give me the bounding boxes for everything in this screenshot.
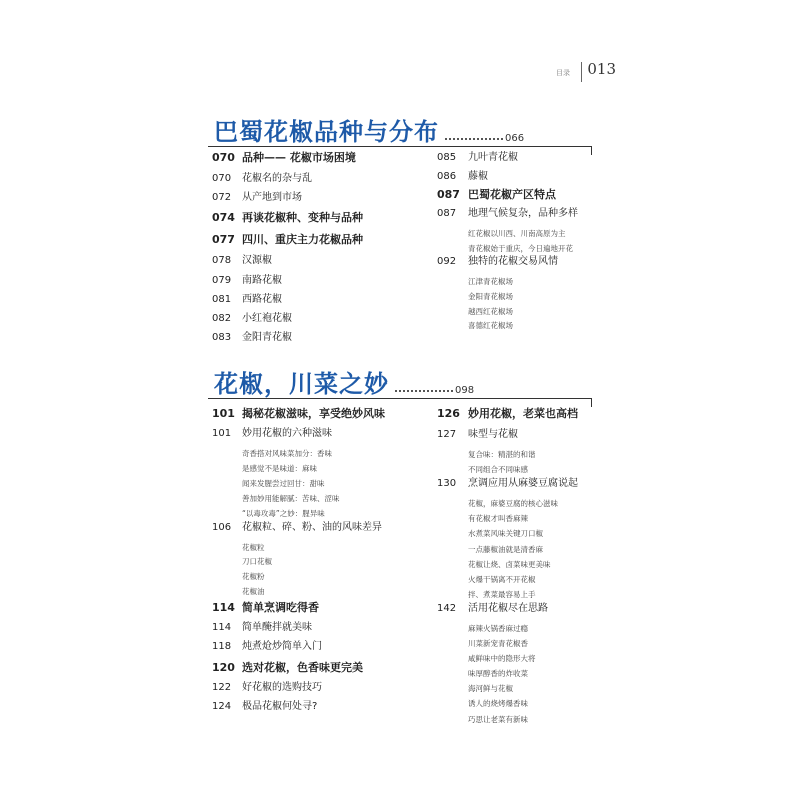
toc-subentry: 越西红花椒场 [468, 306, 513, 316]
toc-subentry: 刀口花椒 [242, 557, 272, 567]
toc-page-number: 126 [437, 407, 460, 420]
toc-subentry: 花椒让烧、卤菜味更美味 [468, 559, 551, 569]
toc-subentry: 是感觉不是味道：麻味 [242, 463, 317, 473]
toc-page-number: 124 [212, 701, 232, 713]
toc-page-number: 127 [437, 429, 457, 440]
toc-entry-title: 妙用花椒，老菜也高档 [468, 407, 578, 420]
section-1-rule [208, 146, 592, 147]
toc-page-number: 085 [437, 152, 457, 163]
toc-subentry: 金阳青花椒场 [468, 291, 513, 301]
toc-subentry: 喜德红花椒场 [468, 321, 513, 331]
toc-entry-title: 烹调应用从麻婆豆腐说起 [468, 478, 578, 490]
toc-subentry: 川菜新宠青花椒香 [468, 639, 528, 648]
toc-page-number: 142 [437, 602, 457, 614]
toc-page-number: 092 [437, 256, 457, 268]
page-number: 013 [587, 60, 616, 78]
toc-entry-title: 藤椒 [468, 170, 488, 182]
toc-page-number: 114 [212, 601, 235, 615]
section-1-title: 巴蜀花椒品种与分布 [214, 118, 439, 146]
toc-subentry: 善加妙用能解腻：苦味、涩味 [242, 493, 340, 503]
header-label: 目录 [556, 69, 570, 77]
toc-page-number: 120 [212, 661, 235, 675]
rule-corner [591, 146, 592, 155]
toc-page-number: 072 [212, 192, 232, 204]
toc-entry-title: 好花椒的选购技巧 [242, 682, 322, 694]
toc-page-number: 122 [212, 682, 232, 694]
section-title-1 [214, 112, 524, 146]
toc-subentry: 江津青花椒场 [468, 277, 513, 286]
toc-entry-title: 从产地到市场 [242, 192, 302, 204]
header-divider [581, 62, 582, 82]
toc-page-number: 078 [212, 255, 232, 267]
toc-entry-title: 汉源椒 [242, 255, 272, 267]
toc-entry-title: 味型与花椒 [468, 429, 518, 440]
leader-dots [445, 138, 503, 140]
toc-subentry: 有花椒才叫香麻辣 [468, 514, 528, 524]
toc-subentry: 巧思让老菜有新味 [468, 714, 528, 724]
toc-entry-title: 简单醃拌就美味 [242, 622, 312, 634]
toc-entry-title: 花椒粒、碎、粉、油的风味差异 [242, 521, 382, 533]
toc-subentry: 拌、煮菜最容易上手 [468, 589, 536, 599]
toc-entry-title: 再谈花椒种、变种与品种 [242, 211, 363, 225]
section-title-2 [214, 364, 474, 398]
toc-entry-title: 西路花椒 [242, 293, 282, 305]
toc-subentry: 麻辣火锅香麻过瘾 [468, 623, 528, 633]
toc-page-number: 106 [212, 521, 232, 533]
toc-entry-title: 南路花椒 [242, 274, 282, 286]
toc-page-number: 118 [212, 641, 232, 653]
toc-subentry: 闻来发腥尝过回甘：甜味 [242, 478, 325, 488]
toc-subentry: 花椒油 [242, 587, 265, 597]
toc-subentry: 诱人的烧烤爆香味 [468, 699, 528, 709]
section-2-title: 花椒，川菜之妙 [214, 370, 389, 398]
toc-subentry: “以毒攻毒”之妙：腥异味 [242, 508, 325, 518]
toc-subentry: 花椒，麻婆豆腐的核心滋味 [468, 499, 558, 509]
toc-subentry: 复合味：精湛的和谐 [468, 450, 536, 459]
toc-entry-title: 四川、重庆主力花椒品种 [242, 233, 363, 247]
toc-subentry: 咸鲜味中的隐形大将 [468, 654, 536, 664]
toc-entry-title: 妙用花椒的六种滋味 [242, 428, 332, 439]
toc-page-number: 101 [212, 407, 235, 420]
toc-entry-title: 地理气候复杂，品种多样 [468, 208, 578, 220]
toc-page-number: 081 [212, 293, 232, 305]
toc-subentry: 一点藤椒油就是清香麻 [468, 544, 543, 554]
toc-entry-title: 小红袍花椒 [242, 313, 292, 324]
toc-page-number: 070 [212, 151, 235, 164]
toc-subentry: 青花椒始于重庆，今日遍地开花 [468, 243, 573, 253]
toc-subentry: 火爆干锅离不开花椒 [468, 574, 536, 584]
toc-page-number: 074 [212, 211, 235, 225]
toc-subentry: 不同组合不同味感 [468, 465, 528, 475]
toc-entry-title: 简单烹调吃得香 [242, 601, 319, 615]
toc-subentry: 奇香搭对风味菜加分：香味 [242, 449, 332, 458]
toc-page-number: 082 [212, 313, 232, 324]
rule-corner [591, 398, 592, 407]
toc-entry-title: 巴蜀花椒产区特点 [468, 188, 556, 202]
section-1-page: 066 [505, 133, 525, 144]
toc-subentry: 花椒粉 [242, 572, 265, 582]
toc-entry-title: 九叶青花椒 [468, 152, 518, 163]
toc-entry-title: 炖煮炝炒简单入门 [242, 641, 322, 653]
toc-page-number: 087 [437, 188, 460, 202]
section-2-rule [208, 398, 592, 399]
toc-page-number: 101 [212, 428, 232, 439]
toc-subentry: 味厚醇香的炸收菜 [468, 669, 528, 679]
toc-entry-title: 独特的花椒交易风情 [468, 256, 558, 268]
toc-entry-title: 极品花椒何处寻? [242, 701, 318, 713]
toc-entry-title: 金阳青花椒 [242, 332, 292, 344]
leader-dots [395, 390, 453, 392]
toc-subentry: 花椒粒 [242, 542, 265, 552]
toc-entry-title: 花椒名的杂与乱 [242, 173, 312, 184]
toc-subentry: 红花椒以川西、川南高原为主 [468, 228, 566, 238]
toc-entry-title: 揭秘花椒滋味，享受绝妙风味 [242, 407, 385, 420]
toc-page-number: 130 [437, 478, 457, 490]
toc-page-number: 087 [437, 208, 457, 220]
toc-page-number: 077 [212, 233, 235, 247]
toc-entry-title: 品种—— 花椒市场困境 [242, 151, 356, 164]
toc-page-number: 083 [212, 332, 232, 344]
section-2-page: 098 [455, 385, 475, 396]
toc-subentry: 水煮菜风味关键刀口椒 [468, 529, 543, 539]
toc-page-number: 114 [212, 622, 232, 634]
toc-entry-title: 活用花椒尽在思路 [468, 602, 548, 614]
toc-page-number: 086 [437, 170, 457, 182]
toc-page-number: 070 [212, 173, 232, 184]
running-header [414, 62, 614, 86]
toc-page-number: 079 [212, 274, 232, 286]
toc-entry-title: 选对花椒，色香味更完美 [242, 661, 363, 675]
toc-subentry: 海河鲜与花椒 [468, 684, 513, 694]
